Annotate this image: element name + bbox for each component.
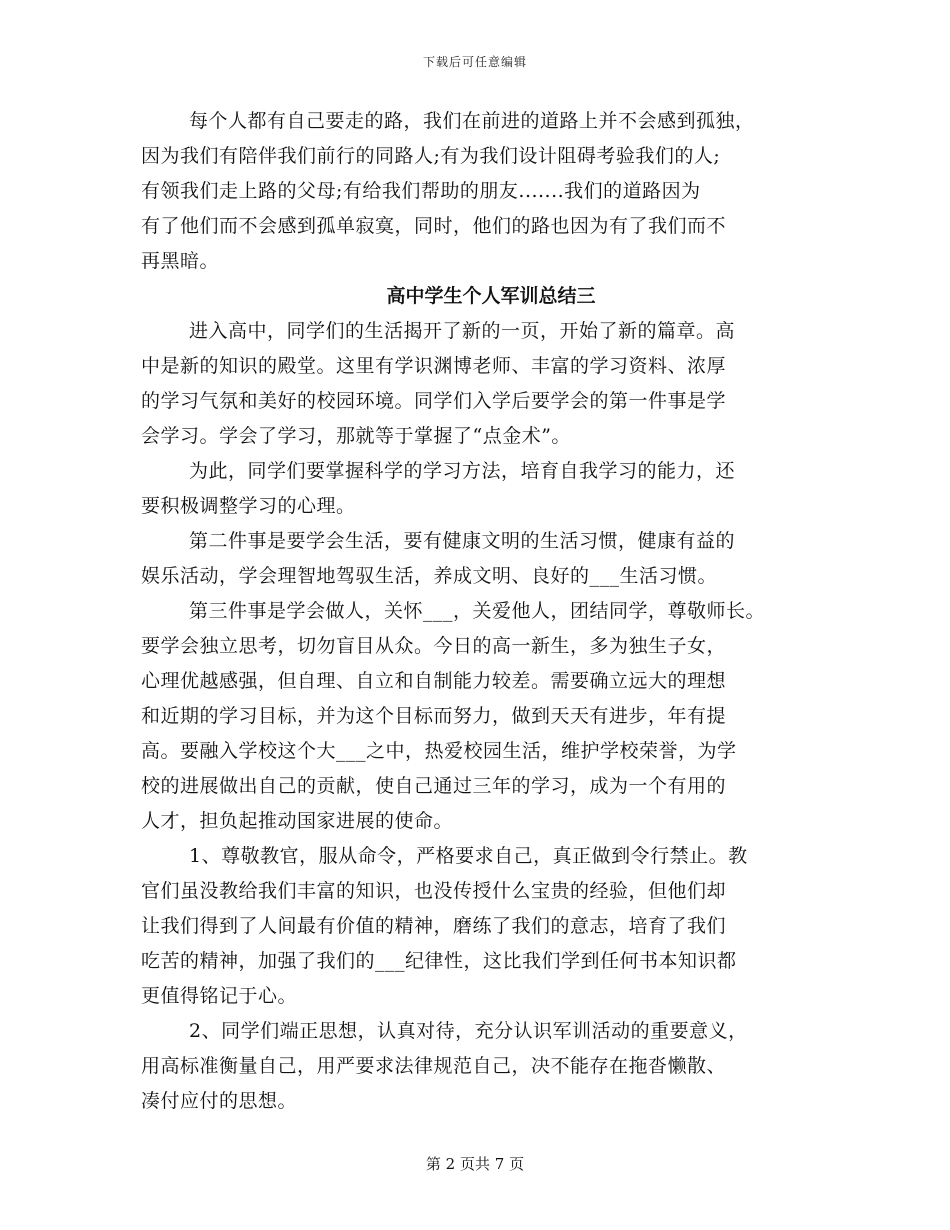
text-line: 吃苦的精神，加强了我们的___纪律性，这比我们学到任何书本知识都 <box>141 950 737 972</box>
paragraph-1 <box>141 104 811 279</box>
text-line: 中是新的知识的殿堂。这里有学识渊博老师、丰富的学习资料、浓厚 <box>141 355 727 377</box>
paragraph-7 <box>141 1014 811 1119</box>
text-line: 会学习。学会了学习，那就等于掌握了“点金术”。 <box>141 425 571 447</box>
text-line: 第三件事是学会做人，关怀___，关爱他人，团结同学，尊敬师长。 <box>189 600 766 622</box>
text-line: 因为我们有陪伴我们前行的同路人;有为我们设计阻碍考验我们的人; <box>141 145 721 167</box>
text-line: 校的进展做出自己的贡献，使自己通过三年的学习，成为一个有用的 <box>141 775 727 797</box>
header-note: 下载后可任意编辑 <box>422 55 527 69</box>
paragraph-3 <box>141 454 811 524</box>
paragraph-6 <box>141 839 811 1014</box>
document-body <box>141 104 811 1119</box>
text-line: 2、同学们端正思想，认真对待，充分认识军训活动的重要意义， <box>189 1020 748 1042</box>
text-line: 让我们得到了人间最有价值的精神，磨练了我们的意志，培育了我们 <box>141 915 727 937</box>
text-line: 进入高中，同学们的生活揭开了新的一页，开始了新的篇章。高 <box>189 320 736 342</box>
text-line: 用高标准衡量自己，用严要求法律规范自己，决不能存在拖沓懒散、 <box>141 1055 727 1077</box>
text-line: 官们虽没教给我们丰富的知识，也没传授什么宝贵的经验，但他们却 <box>141 880 727 902</box>
section-title: 高中学生个人军训总结三 <box>386 285 596 307</box>
text-line: 心理优越感强，但自理、自立和自制能力较差。需要确立远大的理想 <box>141 670 727 692</box>
text-line: 人才，担负起推动国家进展的使命。 <box>141 810 454 832</box>
text-line: 有了他们而不会感到孤单寂寞，同时，他们的路也因为有了我们而不 <box>141 215 727 237</box>
text-line: 要学会独立思考，切勿盲目从众。今日的高一新生，多为独生子女， <box>141 635 727 657</box>
text-line: 高。要融入学校这个大___之中，热爱校园生活，维护学校荣誉，为学 <box>141 740 737 762</box>
paragraph-2 <box>141 314 811 454</box>
text-line: 为此，同学们要掌握科学的学习方法，培育自我学习的能力，还 <box>189 460 736 482</box>
text-line: 第二件事是要学会生活，要有健康文明的生活习惯，健康有益的 <box>189 530 736 552</box>
text-line: 要积极调整学习的心理。 <box>141 495 356 517</box>
text-line: 再黑暗。 <box>141 250 220 272</box>
page-indicator: 第 2 页共 7 页 <box>425 1155 525 1173</box>
text-line: 的学习气氛和美好的校园环境。同学们入学后要学会的第一件事是学 <box>141 390 727 412</box>
text-line: 有领我们走上路的父母;有给我们帮助的朋友.......我们的道路因为 <box>141 180 701 202</box>
paragraph-5 <box>141 594 811 839</box>
text-line: 更值得铭记于心。 <box>141 985 298 1007</box>
text-line: 1、尊敬教官，服从命令，严格要求自己，真正做到令行禁止。教 <box>189 845 748 867</box>
text-line: 每个人都有自己要走的路，我们在前进的道路上并不会感到孤独， <box>189 110 755 132</box>
text-line: 娱乐活动，学会理智地驾驭生活，养成文明、良好的___生活习惯。 <box>141 565 718 587</box>
text-line: 凑付应付的思想。 <box>141 1090 298 1112</box>
text-line: 和近期的学习目标，并为这个目标而努力，做到天天有进步，年有提 <box>141 705 727 727</box>
paragraph-4 <box>141 524 811 594</box>
